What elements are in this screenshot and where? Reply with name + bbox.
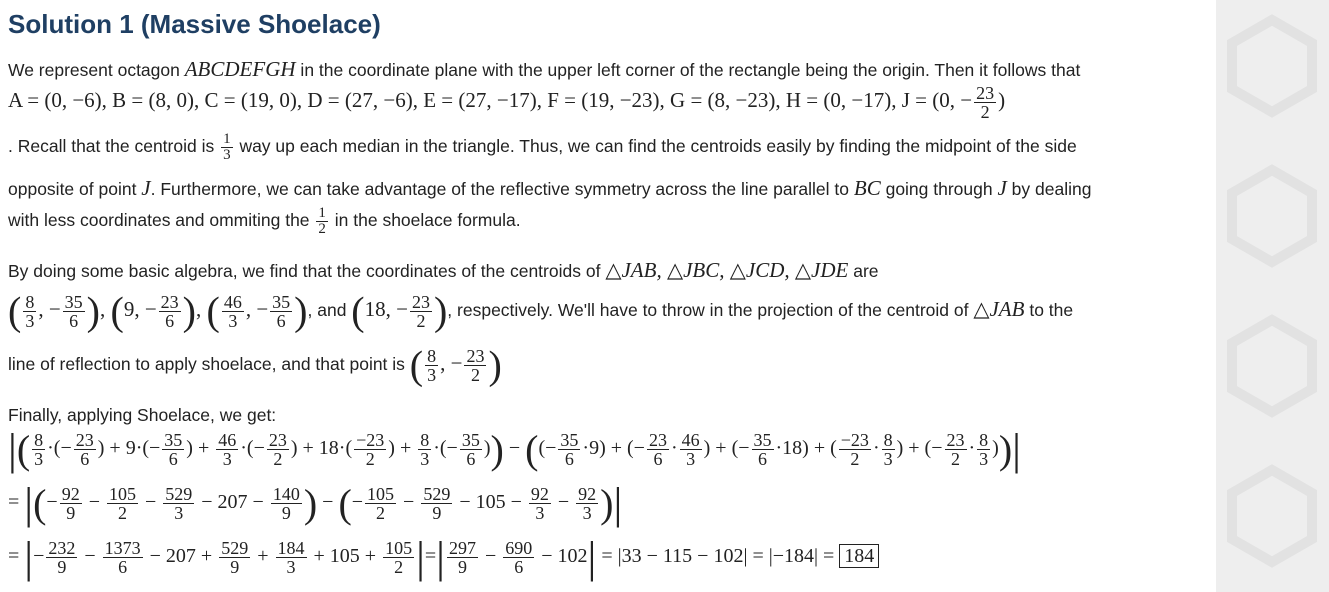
- centroid-line: . Recall that the centroid is $\frac{1}{3}$ way up each median in the triangle. Thus, we can find the centroids easily by finding the midpoint of the side: [8, 131, 1077, 163]
- one-half-fraction: $\frac{1}{2}$: [318, 205, 326, 237]
- solution-title: Solution 1 (Massive Shoelace): [8, 9, 381, 39]
- intro-rest: in the coordinate plane with the upper left corner of the rectangle being the origin. Then it follows that: [295, 60, 1081, 80]
- vertex-coordinates: A = (0, −6), B = (8, 0), C = (19, 0), D = (27, −6), E = (27, −17), F = (19, −23), G = (8, −23), H = (0, −17), J = (0, −: [8, 88, 973, 113]
- projection-line: line of reflection to apply shoelace, and that point is ( $\frac{8}{3}$ , − $\frac{23}{2}$ ): [8, 342, 502, 388]
- half-line: with less coordinates and ommiting the $\frac{1}{2}$ in the shoelace formula.: [8, 205, 521, 237]
- side-background-pattern: [1216, 0, 1329, 592]
- final-answer: 184: [839, 544, 879, 568]
- one-third-fraction: $\frac{1}{3}$: [223, 131, 231, 163]
- j-fraction: $\frac{23}{2}$: [976, 83, 995, 122]
- coordinates-line: A = (0, −6), B = (8, 0), C = (19, 0), D = (27, −6), E = (27, −17), F = (19, −23), G = (8, −23), H = (0, −17), J = (0, − $\frac{23}{2}$ ): [8, 83, 1006, 122]
- algebra-line: By doing some basic algebra, we find that the coordinates of the centroids of △JAB, △JBC, △JCD, △JDE are: [8, 258, 879, 282]
- triangle-list: △JAB, △JBC, △JCD, △JDE: [605, 258, 849, 282]
- shoelace-line-1: |( $\frac{8}{3}$ ·(− $\frac{23}{6}$ ) + 9·(− $\frac{35}{6}$ ) + $\frac{46}{3}$ ·(− $\frac{23}{2}$ ) + 18·( $\frac{-23}{2}$ ) + $\frac{8}{3}$ ·(− $\frac{35}{6}$ )) − ((− $\frac{35}{6}$ ·9) + (− $\frac{23}{6}$ · $\frac{46}{3}$ ) + (− $\frac{35}{6}$ ·18) + ( $\frac{-23}{2}$ · $\frac{8}{3}$ ) + (− $\frac{23}{2}$ · $\frac{8}{3}$ ))|: [8, 425, 1021, 474]
- shoelace-line-3: = |− $\frac{232}{9}$ − $\frac{1373}{6}$ − 207 + $\frac{529}{9}$ + $\frac{184}{3}$ + 105 + $\frac{105}{2}$ |=| $\frac{297}{9}$ − $\frac{690}{6}$ − 102| = |33 − 115 − 102| = |−184| = 184: [8, 532, 879, 583]
- shoelace-line-2: = |(− $\frac{92}{9}$ − $\frac{105}{2}$ − $\frac{529}{3}$ − 207 − $\frac{140}{9}$ ) − (− $\frac{105}{2}$ − $\frac{529}{9}$ − 105 − $\frac{92}{3}$ − $\frac{92}{3}$ )|: [8, 479, 623, 528]
- symmetry-line: opposite of point J. Furthermore, we can take advantage of the reflective symmetry across the line parallel to BC going through J by dealing: [8, 176, 1092, 200]
- intro-line: [8, 58, 1080, 81]
- hexagon-pattern-icon: [1216, 0, 1329, 592]
- intro-text: We represent octagon: [8, 60, 185, 80]
- shoelace-intro: Finally, applying Shoelace, we get:: [8, 405, 277, 425]
- centroid-coords-line: ( $\frac{8}{3}$ , − $\frac{35}{6}$ ), (9, − $\frac{23}{6}$ ), ( $\frac{46}{3}$ , − $\frac{35}{6}$ ), and (18, − $\frac{23}{2}$ ), respectively. We'll have to throw in the projection of the centroid of △JAB to the: [8, 288, 1074, 334]
- octagon-name: ABCDEFGH: [184, 57, 296, 81]
